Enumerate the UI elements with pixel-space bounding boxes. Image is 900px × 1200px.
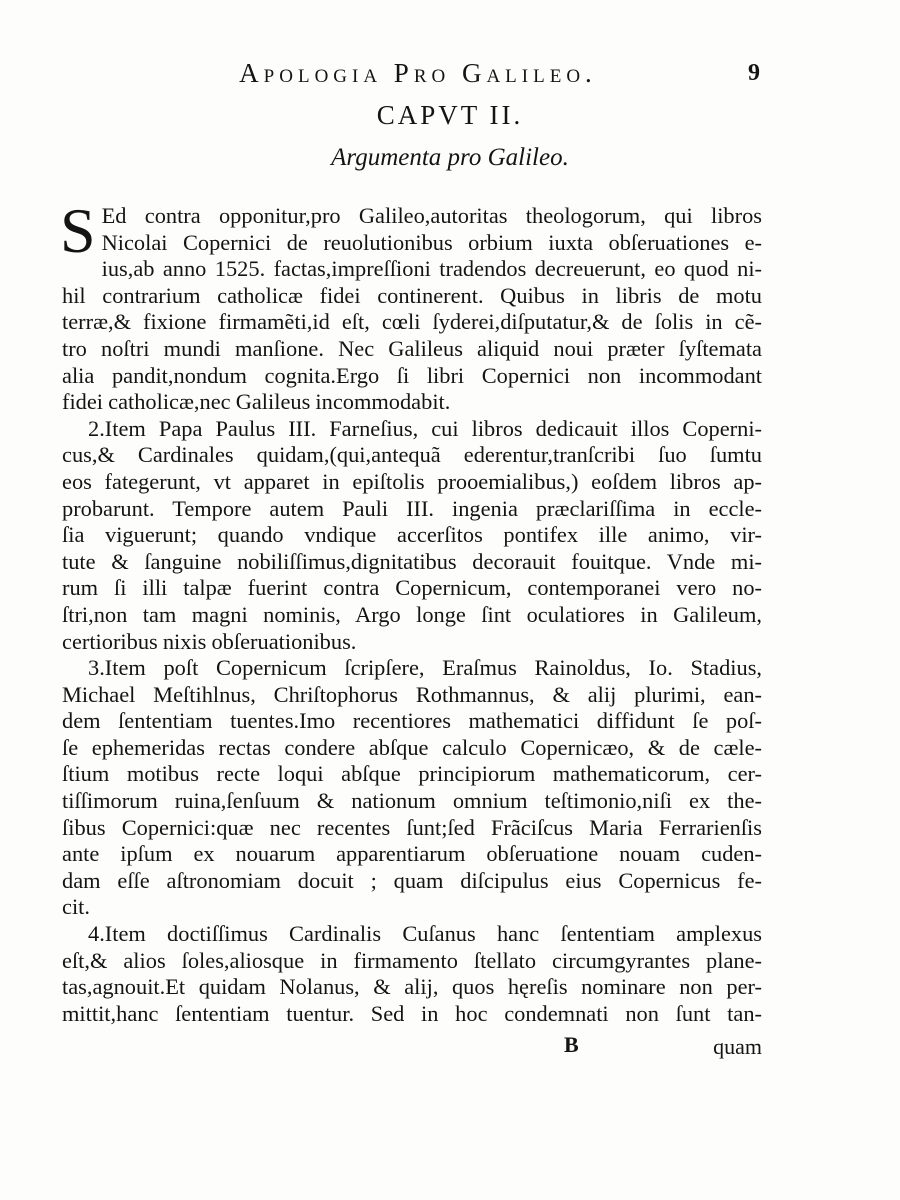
text-line: 2.Item Papa Paulus III. Farneſius, cui libros dedicauit illos Coperni- bbox=[88, 415, 762, 441]
text-line: ſia viguerunt; quando vndique accerſitos pontifex ille animo, vir- bbox=[62, 522, 762, 548]
chapter-heading: CAPVT II. bbox=[376, 100, 524, 130]
signature-mark: B bbox=[564, 1032, 579, 1057]
text-line: Michael Meſtihlnus, Chriſtophorus Rothmannus, & alij plurimi, ean- bbox=[62, 681, 762, 707]
running-head bbox=[0, 58, 900, 94]
text-line: dem ſententiam tuentes.Imo recentiores mathematici diffidunt ſe poſ- bbox=[62, 708, 762, 734]
text-line: ſtri,non tam magni nominis, Argo longe ſint oculatiores in Galileum, bbox=[62, 601, 762, 627]
text-line: hil contrarium catholicæ fidei continerent. Quibus in libris de motu bbox=[62, 282, 762, 308]
page-footer bbox=[62, 1032, 762, 1062]
paragraph-4-cont bbox=[62, 948, 762, 1028]
text-line: Ed contra opponitur,pro Galileo,autoritas theologorum, qui libros bbox=[101, 203, 762, 228]
paragraph-1 bbox=[60, 195, 762, 416]
text-line: cit. bbox=[62, 894, 90, 920]
running-title: Apologia Pro Galileo. bbox=[239, 58, 597, 88]
chapter-subtitle: Argumenta pro Galileo. bbox=[331, 144, 569, 171]
text-line: tute & ſanguine nobiliſſimus,dignitatibus decorauit fouitque. Vnde mi- bbox=[62, 548, 762, 574]
text-line: tro noſtri mundi manſione. Nec Galileus aliquid noui præter ſyſtemata bbox=[62, 335, 762, 361]
page-number: 9 bbox=[748, 60, 760, 86]
text-line: ius,ab anno 1525. factas,impreſſioni tradendos decreuerunt, eo quod ni- bbox=[101, 256, 762, 282]
text-line: fidei catholicæ,nec Galileus incommodabit. bbox=[62, 389, 451, 415]
text-line: probarunt. Tempore autem Pauli III. ingenia præclariſſima in eccle- bbox=[62, 495, 762, 521]
text-line: eos fategerunt, vt apparet in epiſtolis prooemialibus,) eoſdem libros ap- bbox=[62, 468, 762, 494]
text-line: cus,& Cardinales quidam,(qui,antequã ederentur,tranſcribi ſuo ſumtu bbox=[62, 442, 762, 468]
text-line: certioribus nixis obſeruationibus. bbox=[62, 628, 357, 654]
text-line: mittit,hanc ſententiam tuentur. Sed in hoc condemnati non ſunt tan- bbox=[62, 1000, 762, 1026]
text-line: alia pandit,nondum cognita.Ergo ſi libri Copernici non incommodant bbox=[62, 362, 762, 388]
paragraph-2-cont bbox=[62, 442, 762, 655]
text-line: tas,agnouit.Et quidam Nolanus, & alij, quos hęreſis nominare non per- bbox=[62, 974, 762, 1000]
paragraph-3-cont bbox=[62, 682, 762, 921]
paragraph-4 bbox=[62, 921, 762, 948]
paragraph-2 bbox=[62, 416, 762, 443]
text-line: terræ,& fixione firmamẽti,id eſt, cœli ſyderei,diſputatur,& de ſolis in cẽ- bbox=[62, 309, 762, 335]
text-line: 4.Item doctiſſimus Cardinalis Cuſanus hanc ſententiam amplexus bbox=[88, 921, 762, 947]
text-line: tiſſimorum ruina,ſenſuum & nationum omnium teſtimonio,niſi ex the- bbox=[62, 788, 762, 814]
text-line: ante ipſum ex nouarum apparentiarum obſeruatione nouam cuden- bbox=[62, 841, 762, 867]
text-line: ſe ephemeridas rectas condere abſque calculo Copernicæo, & de cæle- bbox=[62, 734, 762, 760]
text-line: 3.Item poſt Copernicum ſcripſere, Eraſmus Rainoldus, Io. Stadius, bbox=[88, 655, 762, 681]
text-line: Nicolai Copernici de reuolutionibus orbium iuxta obſeruationes e- bbox=[101, 229, 762, 255]
text-line: rum ſi illi talpæ fuerint contra Copernicum, contemporanei vero no- bbox=[62, 575, 762, 601]
text-line: ſibus Copernici:quæ nec recentes ſunt;ſed Frãciſcus Maria Ferrarienſis bbox=[62, 814, 762, 840]
drop-cap: S bbox=[60, 195, 96, 266]
text-line: dam eſſe aſtronomiam docuit ; quam diſcipulus eius Copernicus fe- bbox=[62, 867, 762, 893]
body-text bbox=[60, 195, 762, 1027]
paragraph-3 bbox=[62, 655, 762, 682]
catchword: quam bbox=[713, 1034, 762, 1059]
text-line: eſt,& alios ſoles,aliosque in firmamento ſtellato circumgyrantes plane- bbox=[62, 947, 762, 973]
text-line: ſtium motibus recte loqui abſque principiorum mathematicorum, cer- bbox=[62, 761, 762, 787]
